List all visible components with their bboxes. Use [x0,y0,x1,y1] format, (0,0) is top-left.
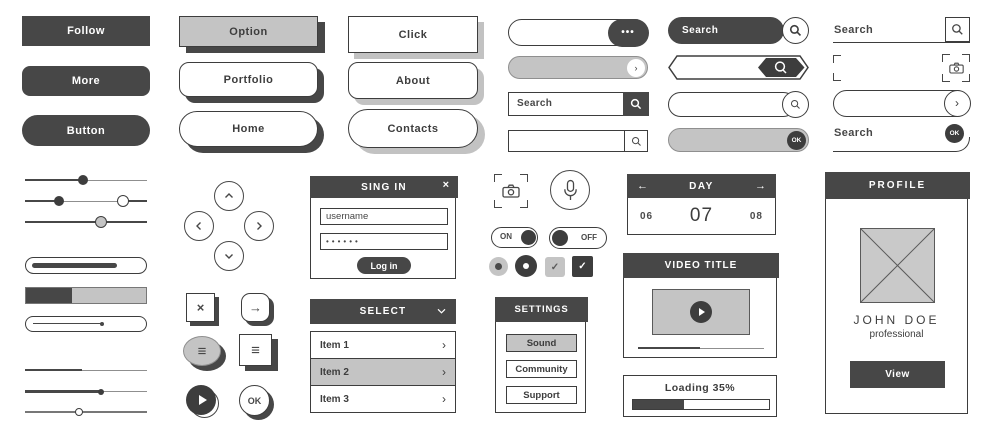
sound-button[interactable]: Sound [506,334,577,352]
close-icon[interactable]: × [442,179,449,191]
radio-dot [523,263,529,269]
progress-fill [32,263,117,268]
camera-crop-button[interactable] [494,174,528,208]
select-title: SELECT [359,306,407,317]
play-icon [199,395,207,405]
check-icon: ✓ [578,261,587,272]
signin-header [310,176,458,198]
chevron-down-icon [223,250,235,262]
ok-button[interactable]: OK [239,385,270,416]
toggle-off-label: OFF [581,233,597,242]
search-icon[interactable] [945,17,970,42]
signin-panel [310,176,456,279]
check-icon: ✓ [550,261,560,273]
radio-dark[interactable] [515,255,537,277]
video-progress[interactable] [638,347,764,350]
search-input[interactable] [668,92,796,117]
select-list [310,331,456,413]
search-label: Search [834,24,874,36]
progress-pill-thin [25,316,147,332]
about-button[interactable]: About [348,62,478,99]
crop-bracket-icon [833,55,842,81]
username-field[interactable] [320,208,448,225]
progress-bar-rect [25,287,147,304]
search-box-dark-icon[interactable] [508,92,648,116]
profile-role: professional [869,329,924,340]
login-button[interactable]: Log in [357,257,411,274]
profile-card [825,172,968,414]
microphone-icon [561,179,580,202]
day-title: DAY [689,180,714,192]
arrow-right-icon: → [249,300,262,315]
loading-label: Loading 35% [664,382,736,394]
line-slider-open[interactable] [25,407,147,417]
play-button[interactable] [186,385,221,420]
ellipsis-icon[interactable]: ••• [608,19,649,47]
search-underline-box[interactable] [833,16,970,43]
prev-day-button[interactable]: ← [637,180,648,192]
video-panel [623,253,777,358]
password-field[interactable] [320,233,448,250]
progress-fill [26,288,72,303]
microphone-button[interactable] [550,170,590,210]
menu-square-button[interactable] [239,334,272,366]
chevron-up-icon [223,190,235,202]
menu-icon: ≡ [251,341,260,359]
avatar-placeholder [860,228,935,303]
next-day-button[interactable]: → [755,180,766,192]
search-underline-ok[interactable] [833,124,970,154]
search-box-plain[interactable] [508,130,648,152]
search-icon[interactable] [623,92,649,116]
chevron-left-icon [193,220,205,232]
toggle-on-label: ON [500,232,512,241]
search-bar-hexagon[interactable] [668,55,809,80]
slider-range[interactable] [25,193,147,209]
line-progress-plain [25,366,147,374]
settings-panel [495,297,586,413]
arrow-button[interactable] [241,293,270,322]
search-icon[interactable] [782,17,809,44]
dpad-down-button[interactable] [214,241,244,271]
home-button[interactable]: Home [179,111,318,147]
profile-header [825,172,970,199]
generic-button[interactable]: Button [22,115,150,146]
dpad-right-button[interactable] [244,211,274,241]
video-header [623,253,779,278]
list-item[interactable]: Item 1 › [311,332,455,359]
radio-gray[interactable] [489,257,508,276]
chevron-down-icon [436,308,447,315]
select-dropdown[interactable] [310,299,456,324]
progress-bar-pill [25,257,147,274]
checkbox-dark[interactable] [572,256,593,277]
toggle-knob[interactable] [552,230,568,246]
search-bar-ellipsis[interactable] [508,19,648,46]
day-next[interactable]: 08 [749,210,763,222]
list-item[interactable]: Item 3 › [320,392,446,406]
follow-button[interactable]: Follow [22,16,150,46]
chevron-right-icon[interactable]: › [627,59,645,77]
loading-fill [633,400,684,409]
camera-capture-row [833,54,970,82]
click-button[interactable]: Click [348,16,478,53]
ok-button[interactable]: OK [787,131,806,150]
close-button[interactable] [186,293,215,322]
ok-button[interactable]: OK [945,124,964,143]
loading-bar [632,399,770,410]
slider-handle[interactable] [78,175,88,185]
image-placeholder-icon [861,229,934,302]
toggle-knob[interactable] [521,230,536,245]
slider-handle-low[interactable] [54,196,64,206]
profile-name: JOHN DOE [853,313,940,327]
loading-panel [623,375,777,417]
checkbox-gray[interactable] [545,257,565,277]
slider-handle[interactable] [95,216,107,228]
play-button[interactable] [690,301,712,323]
search-label: Search [517,98,553,109]
search-pill-label: Search [668,17,784,44]
more-button[interactable]: More [22,66,150,96]
camera-crop-icon[interactable] [942,54,970,82]
chevron-right-icon [253,220,265,232]
play-icon [699,308,705,316]
search-label: Search [834,127,874,139]
contacts-button[interactable]: Contacts [348,109,478,148]
slider-handle-high[interactable] [117,195,129,207]
line-progress-dot [25,387,147,395]
chevron-right-icon: › [442,365,446,379]
search-pill-arrow[interactable] [833,90,970,117]
day-body [627,198,776,235]
dpad-up-button[interactable] [214,181,244,211]
camera-icon [502,184,520,198]
video-title: VIDEO TITLE [664,260,738,271]
slider-handle[interactable] [75,408,83,416]
search-pill-circle[interactable] [668,91,809,118]
chevron-right-icon[interactable]: › [944,90,971,117]
slider-gray[interactable] [25,214,147,230]
underline [833,42,970,43]
search-icon[interactable] [624,131,647,151]
profile-title: PROFILE [868,180,927,191]
day-prev[interactable]: 06 [640,210,654,222]
toggle-off[interactable] [549,227,607,249]
search-icon[interactable] [782,91,809,118]
community-button[interactable]: Community [506,360,577,378]
menu-ellipse-button[interactable] [183,336,221,366]
underline-curve [833,137,970,152]
view-button[interactable]: View [850,361,945,388]
menu-icon: ≡ [197,342,207,360]
search-pill-dark[interactable] [668,17,809,44]
settings-header [495,297,588,322]
search-bar-gray-ok[interactable] [668,128,809,152]
chevron-right-icon: › [442,392,446,406]
dpad-left-button[interactable] [184,211,214,241]
slider-single[interactable] [25,172,147,188]
support-button[interactable]: Support [506,386,577,404]
chevron-right-icon: › [442,338,446,352]
portfolio-button[interactable]: Portfolio [179,62,318,97]
radio-dot [495,263,502,270]
search-bar-gray[interactable] [508,56,648,79]
day-header [627,174,776,198]
toggle-on[interactable] [491,227,538,248]
close-icon: × [196,300,205,315]
search-icon[interactable] [758,58,805,77]
signin-title: SING IN [361,181,407,193]
day-current: 07 [689,205,714,226]
settings-title: SETTINGS [514,304,569,315]
option-button[interactable]: Option [179,16,318,47]
video-thumbnail[interactable] [652,289,750,335]
list-item-selected[interactable]: Item 2 › [311,359,455,386]
